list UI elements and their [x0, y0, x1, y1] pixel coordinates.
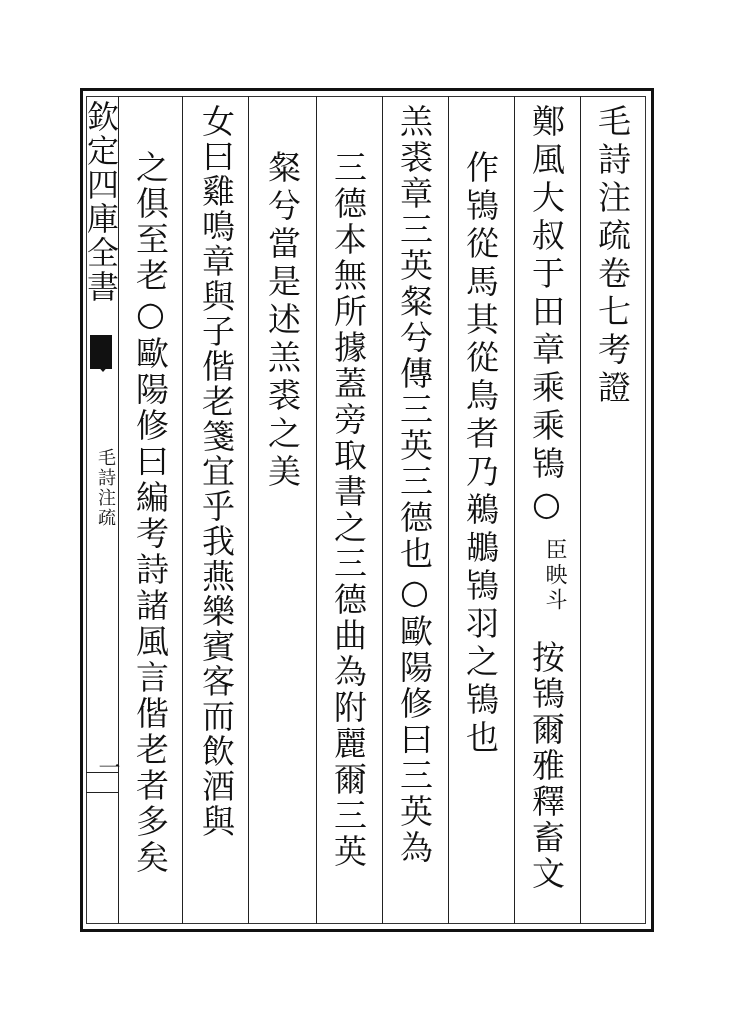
- text-column-5: 三德本無所據蓋旁取書之三德曲為附麗爾三英: [329, 150, 368, 870]
- section-title: 毛詩注疏: [95, 448, 116, 528]
- fishtail-wedge-icon: [94, 362, 112, 374]
- text-column-4: 羔裘章三英粲兮傳三英三德也○歐陽修曰三英為: [395, 104, 434, 866]
- text-column-2a: 鄭風大叔于田章乘乘鴇○: [527, 104, 566, 528]
- column-rule: [316, 96, 317, 924]
- column-rule: [382, 96, 383, 924]
- text-column-8: 之俱至老○歐陽修曰編考詩諸風言偕老者多矣: [131, 150, 170, 876]
- text-column-6: 粲兮當是述羔裘之美: [263, 150, 302, 492]
- column-rule: [248, 96, 249, 924]
- column-rule: [182, 96, 183, 924]
- column-rule: [580, 96, 581, 924]
- collection-title: 欽定四庫全書: [82, 100, 120, 304]
- minister-note: 臣映斗: [542, 538, 567, 613]
- page-number: 一: [95, 756, 120, 778]
- column-rule: [514, 96, 515, 924]
- column-rule: [448, 96, 449, 924]
- text-column-7: 女曰雞鳴章與子偕老箋宜乎我燕樂賓客而飲酒與: [197, 104, 236, 839]
- text-column-2b: 按鴇爾雅釋畜文: [527, 640, 566, 892]
- page-number-tick-bottom: [86, 792, 118, 793]
- chapter-title: 毛詩注疏卷七考證: [593, 104, 632, 408]
- text-column-3: 作鴇從馬其從鳥者乃鵜鶘鴇羽之鴇也: [461, 150, 500, 758]
